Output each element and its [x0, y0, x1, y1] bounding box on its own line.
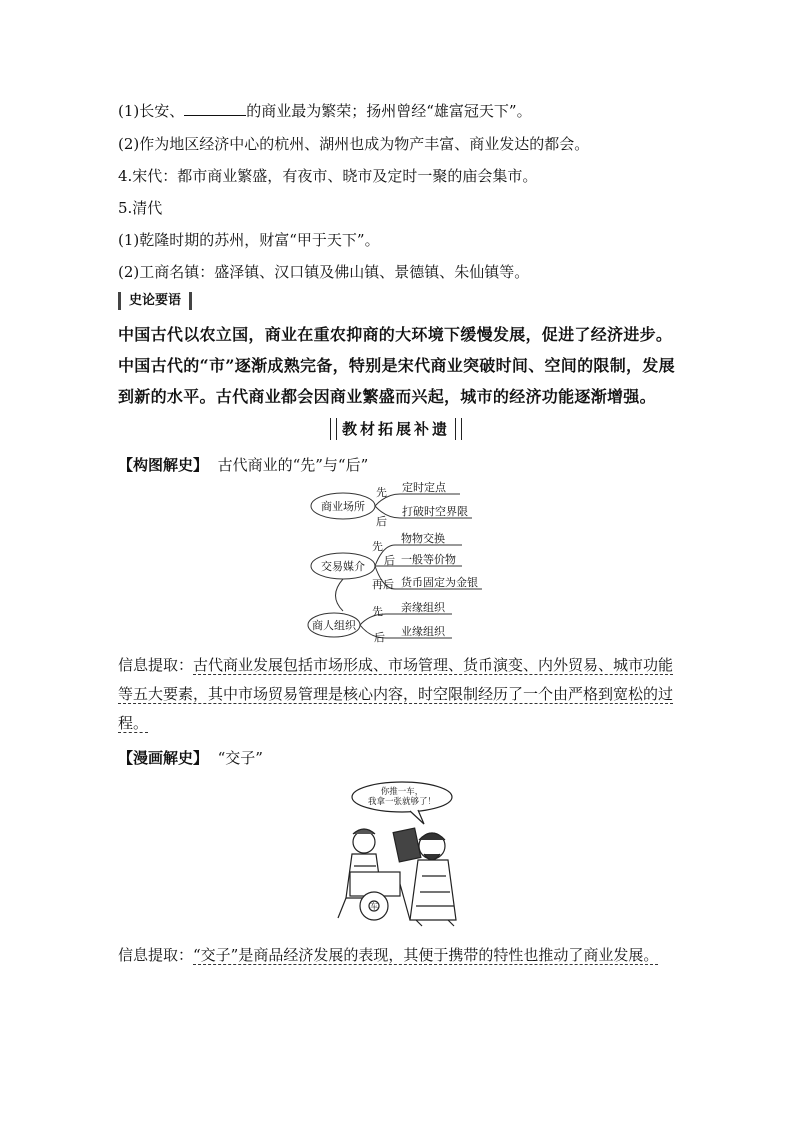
- cartoon-info: [118, 941, 678, 970]
- holder-body: [410, 860, 456, 920]
- cartoon-heading: [118, 748, 263, 768]
- branch-label: 先: [376, 486, 387, 499]
- leaf-label: 物物交换: [401, 532, 445, 545]
- info-text: “交子”是商品经济发展的表现，其便于携带的特性也推动了商业发展。: [193, 946, 659, 964]
- diagram-label: 【构图解史】: [118, 456, 209, 474]
- fill-blank[interactable]: [184, 101, 246, 116]
- item-1-suffix: 的商业最为繁荣；扬州曾经“雄富冠天下”。: [246, 102, 532, 120]
- connector-line: [336, 579, 344, 611]
- speech-line-1: 你推一车，: [380, 787, 424, 797]
- item-6: (2)工商名镇：盛泽镇、汉口镇及佛山镇、景德镇、朱仙镇等。: [118, 263, 530, 281]
- merchant-head: [353, 831, 375, 853]
- concept-diagram: [300, 478, 500, 644]
- jiaozi-cartoon: [336, 780, 466, 928]
- leaf-label: 亲缘组织: [401, 601, 445, 614]
- speech-line-2: 我拿一张就够了！: [367, 797, 437, 807]
- item-5: (1)乾隆时期的苏州，财富“甲于天下”。: [118, 231, 380, 249]
- summary-tag: 史论要语: [118, 292, 192, 310]
- speech-tail: [410, 810, 424, 824]
- info-text: 古代商业发展包括市场形成、市场管理、货币演变、内外贸易、城市功能等五大要素，其中市场贸易管理是核心内容，时空限制经历了一个由严格到宽松的过程。: [118, 656, 674, 732]
- summary-text: 中国古代以农立国，商业在重农抑商的大环境下缓慢发展，促进了经济进步。中国古代的“市”逐渐成熟完备，特别是宋代商业突破时间、空间的限制，发展到新的水平。古代商业都会因商业繁盛而兴起，城市的经济功能逐渐增强。: [118, 325, 675, 406]
- info-label: 信息提取：: [118, 656, 194, 674]
- node-2-label: 交易媒介: [321, 560, 365, 573]
- leaf-label: 业缘组织: [401, 625, 445, 638]
- item-2: (2)作为地区经济中心的杭州、湖州也成为物产丰富、商业发达的都会。: [118, 135, 590, 153]
- section-banner: 教材拓展补遗: [330, 418, 462, 440]
- item-1: [118, 101, 532, 121]
- node-3-label: 商人组织: [312, 619, 356, 632]
- item-4: 5.清代: [118, 199, 163, 217]
- info-label: 信息提取：: [118, 946, 194, 964]
- diagram-title: 古代商业的“先”与“后”: [217, 456, 369, 474]
- item-1-prefix: (1)长安、: [118, 102, 185, 120]
- diagram-heading: [118, 455, 368, 475]
- node-1-label: 商业场所: [321, 500, 365, 513]
- leaf-label: 货币固定为金银: [401, 576, 478, 589]
- branch-label: 后: [376, 515, 387, 528]
- leaf-label: 定时定点: [402, 481, 446, 494]
- cart-char: 车: [370, 902, 378, 911]
- branch-label: 后: [384, 554, 395, 567]
- jiaozi-note: [393, 828, 421, 862]
- branch-label: 先: [372, 605, 383, 618]
- diagram-info: [118, 651, 678, 738]
- branch-label: 再后: [372, 578, 394, 591]
- cartoon-label: 【漫画解史】: [118, 749, 209, 767]
- branch-label: 先: [372, 540, 383, 553]
- leaf-label: 打破时空界限: [402, 505, 468, 518]
- item-3: 4.宋代：都市商业繁盛，有夜市、晓市及定时一聚的庙会集市。: [118, 167, 538, 185]
- cartoon-title: “交子”: [217, 749, 263, 767]
- summary-paragraph: [118, 319, 678, 412]
- leaf-label: 一般等价物: [401, 553, 456, 566]
- branch-label: 后: [374, 631, 385, 644]
